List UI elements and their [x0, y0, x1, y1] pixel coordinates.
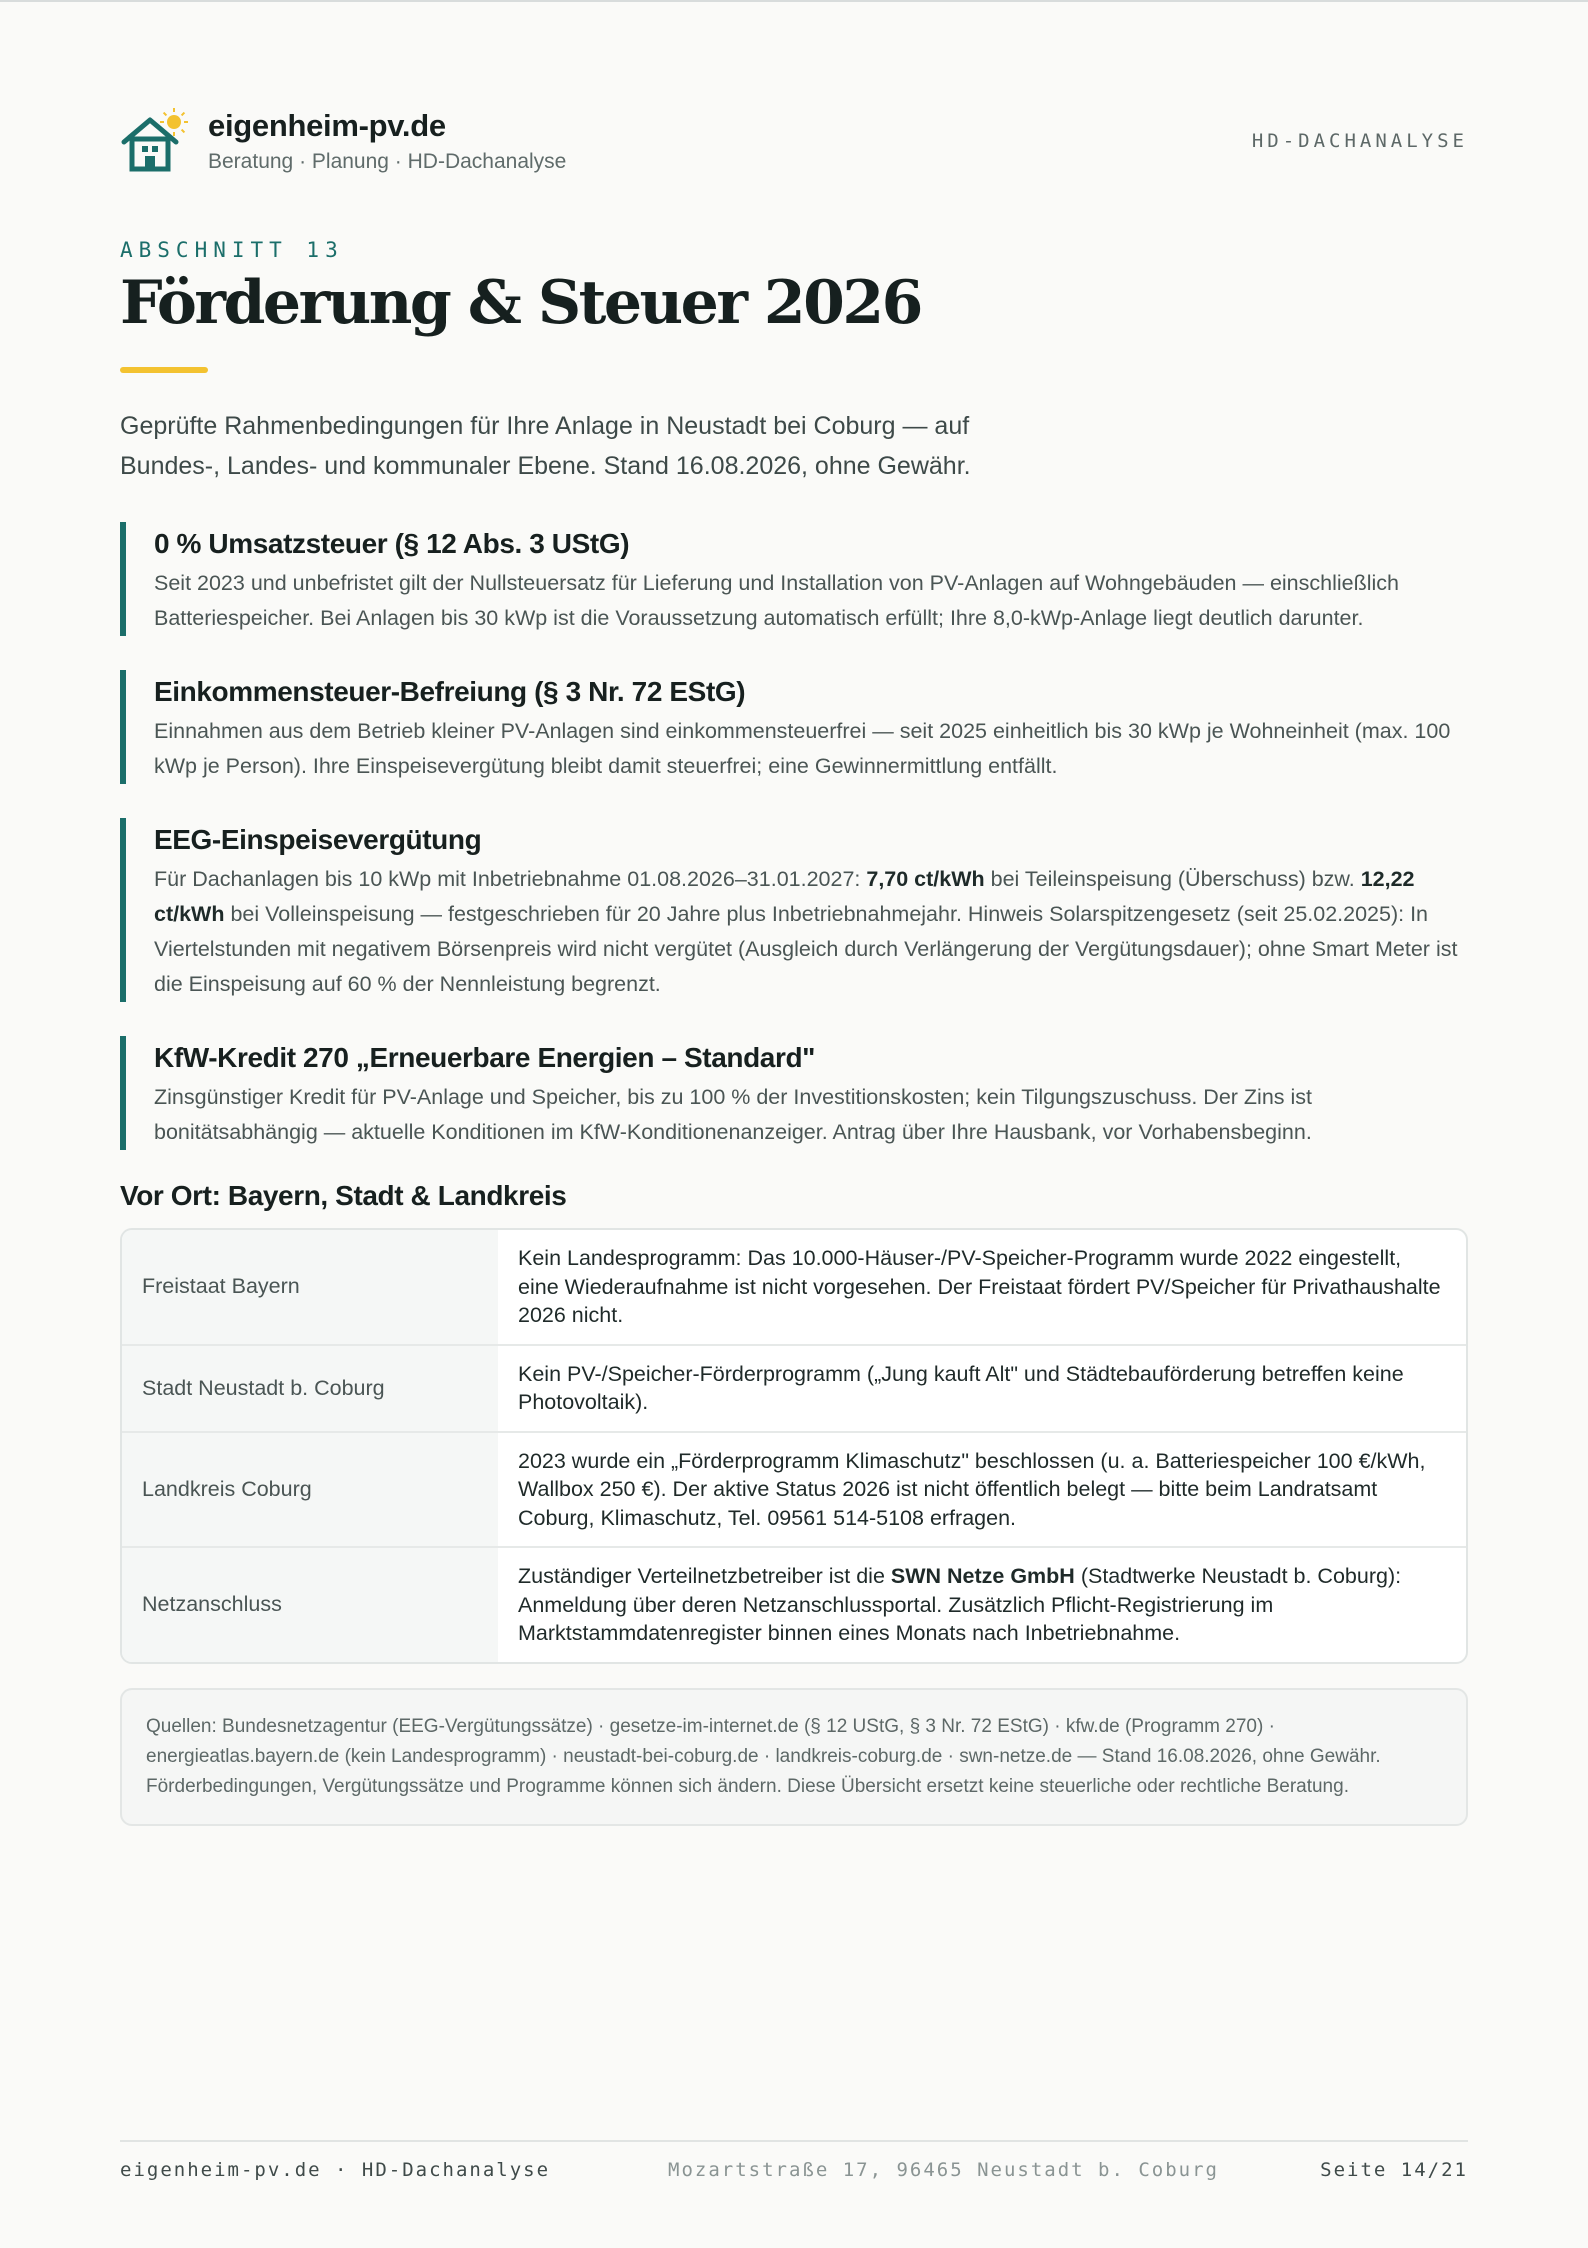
table-row [122, 1230, 1466, 1346]
tariff-teileinspeisung: 7,70 ct/kWh [866, 867, 985, 891]
info-block-einkommensteuer [120, 670, 1468, 784]
row-text: Kein Landesprogramm: Das 10.000-Häuser-/PV-Speicher-Programm wurde 2022 eingestellt, eine Wiederaufnahme ist nicht vorgesehen. Der Freistaat fördert PV/Speicher für Privathaushalte 2026 nicht. [518, 1246, 1441, 1327]
info-block-title: 0 % Umsatzsteuer (§ 12 Abs. 3 UStG) [154, 528, 630, 559]
text-segment: bei Volleinspeisung — festgeschrieben für 20 Jahre plus Inbetriebnahmejahr. Hinweis Solarspitzengesetz (seit 25.02.2025): In Viertelstunden mit negativem Börsenpreis wird nicht vergütet (Ausgleich durch Verlängerung der Vergütungsdauer); ohne Smart Meter ist die Einspeisung auf 60 % der Nennleistung begrenzt. [154, 902, 1458, 996]
info-block-title: EEG-Einspeisevergütung [154, 824, 482, 855]
page-header [120, 104, 1468, 184]
table-row [122, 1346, 1466, 1433]
footer-divider [120, 2140, 1468, 2142]
info-block-title: KfW-Kredit 270 „Erneuerbare Energien – Standard" [154, 1042, 816, 1073]
text-segment: Für Dachanlagen bis 10 kWp mit Inbetriebnahme 01.08.2026–31.01.2027: [154, 867, 867, 891]
page-title: Förderung & Steuer 2026 [120, 268, 921, 338]
sources-line-1: Quellen: Bundesnetzagentur (EEG-Vergütungssätze) · gesetze-im-internet.de (§ 12 UStG, § 3 Nr. 72 EStG) · kfw.de (Programm 270) · [146, 1716, 1275, 1737]
section-kicker: ABSCHNITT 13 [120, 238, 344, 262]
row-label: Stadt Neustadt b. Coburg [122, 1346, 498, 1431]
grid-operator-name: SWN Netze GmbH [890, 1564, 1075, 1588]
sources-box [120, 1688, 1468, 1826]
info-blocks [120, 522, 1468, 1184]
document-type-label: HD-DACHANALYSE [1251, 130, 1468, 152]
info-block-eeg [120, 818, 1468, 1002]
text-segment: (Stadtwerke Neustadt b. Coburg): Anmeldung über deren Netzanschlussportal. Zusätzlich Pflicht-Registrierung im Marktstammdatenregister binnen eines Monats nach Inbetriebnahme. [518, 1564, 1402, 1645]
intro-line-1: Geprüfte Rahmenbedingungen für Ihre Anlage in Neustadt bei Coburg — auf [120, 412, 970, 440]
info-block-title: Einkommensteuer-Befreiung (§ 3 Nr. 72 EStG) [154, 676, 746, 707]
row-text: Kein PV-/Speicher-Förderprogramm („Jung kauft Alt" und Städtebauförderung betreffen keine Photovoltaik). [518, 1361, 1404, 1414]
sources-line-3: Förderbedingungen, Vergütungssätze und Programme können sich ändern. Diese Übersicht ersetzt keine steuerliche oder rechtliche Beratung. [146, 1776, 1349, 1797]
info-block-umsatzsteuer [120, 522, 1468, 636]
info-block-text [154, 862, 1468, 1002]
info-block-text: Zinsgünstiger Kredit für PV-Anlage und Speicher, bis zu 100 % der Investitionskosten; kein Tilgungszuschuss. Der Zins ist bonitätsabhängig — aktuelle Konditionen im KfW-Konditionenanzeiger. Antrag über Ihre Hausbank, vor Vorhabensbeginn. [154, 1085, 1313, 1144]
local-heading: Vor Ort: Bayern, Stadt & Landkreis [120, 1180, 567, 1211]
tariff-volleinspeisung: 12,22 ct/kWh [154, 867, 1415, 926]
intro-line-2: Bundes-, Landes- und kommunaler Ebene. Stand 16.08.2026, ohne Gewähr. [120, 452, 971, 480]
report-page [120, 2, 1468, 2248]
text-segment: Zuständiger Verteilnetzbetreiber ist die [518, 1564, 891, 1588]
footer-address: Mozartstraße 17, 96465 Neustadt b. Coburg [668, 2159, 1219, 2181]
row-label: Freistaat Bayern [122, 1230, 498, 1344]
table-row [122, 1433, 1466, 1549]
table-row [122, 1548, 1466, 1662]
intro-paragraph [120, 406, 1020, 486]
brand-tagline: Beratung · Planung · HD-Dachanalyse [208, 150, 567, 173]
row-text: 2023 wurde ein „Förderprogramm Klimaschutz" beschlossen (u. a. Batteriespeicher 100 €/kWh, Wallbox 250 €). Der aktive Status 2026 ist nicht öffentlich belegt — bitte beim Landratsamt Coburg, Klimaschutz, Tel. 09561 514-5108 erfragen. [518, 1448, 1426, 1530]
info-block-kfw [120, 1036, 1468, 1150]
sources-line-2: energieatlas.bayern.de (kein Landesprogramm) · neustadt-bei-coburg.de · landkreis-coburg.de · swn-netze.de — Stand 16.08.2026, ohne Gewähr. [146, 1746, 1381, 1767]
info-block-text: Seit 2023 und unbefristet gilt der Nullsteuersatz für Lieferung und Installation von PV-Anlagen auf Wohngebäuden — einschließlich Batteriespeicher. Bei Anlagen bis 30 kWp ist die Voraussetzung automatisch erfüllt; Ihre 8,0-kWp-Anlage liegt deutlich darunter. [154, 571, 1399, 630]
text-segment: bei Teileinspeisung (Überschuss) bzw. [984, 867, 1361, 891]
house-sun-icon [120, 108, 188, 176]
title-underline [120, 367, 208, 373]
local-funding-table [120, 1228, 1468, 1664]
row-label: Landkreis Coburg [122, 1433, 498, 1547]
page-number: Seite 14/21 [1320, 2159, 1468, 2181]
footer-brand: eigenheim-pv.de · HD-Dachanalyse [120, 2159, 551, 2181]
info-block-text: Einnahmen aus dem Betrieb kleiner PV-Anlagen sind einkommensteuerfrei — seit 2025 einheitlich bis 30 kWp je Wohneinheit (max. 100 kWp je Person). Ihre Einspeisevergütung bleibt damit steuerfrei; eine Gewinnermittlung entfällt. [154, 719, 1451, 778]
brand-name: eigenheim-pv.de [208, 108, 446, 143]
row-text [498, 1548, 1466, 1662]
row-label: Netzanschluss [122, 1548, 498, 1662]
